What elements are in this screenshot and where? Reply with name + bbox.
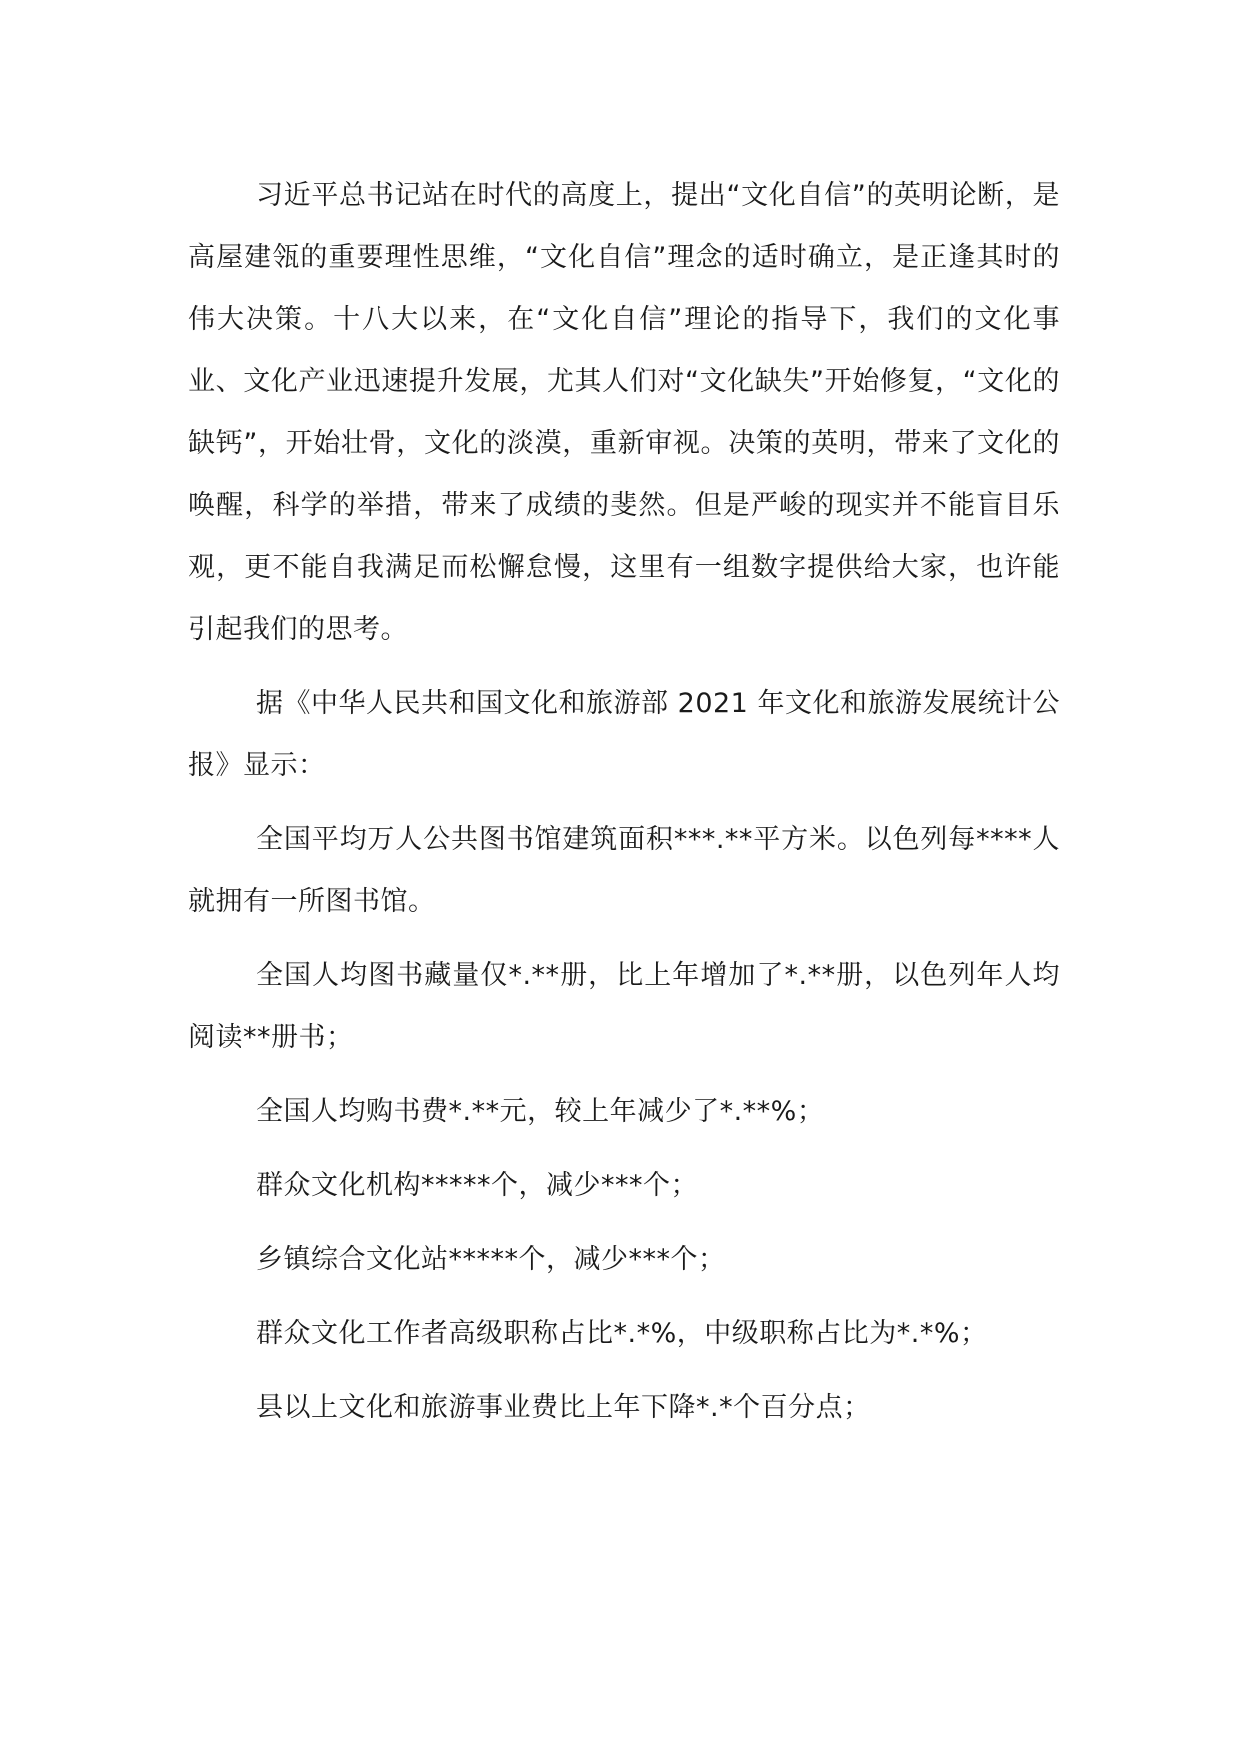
document-body xyxy=(188,165,1060,1451)
paragraph-township-stations: 乡镇综合文化站*****个，减少***个； xyxy=(256,1244,726,1275)
paragraph-book-spending: 全国人均购书费*.**元，较上年减少了*.**%； xyxy=(256,1096,825,1127)
paragraph-worker-titles: 群众文化工作者高级职称占比*.*%，中级职称占比为*.*%； xyxy=(256,1318,988,1349)
paragraph-intro: 习近平总书记站在时代的高度上，提出“文化自信”的英明论断，是高屋建瓴的重要理性思维，“文化自信”理念的适时确立，是正逢其时的伟大决策。十八大以来，在“文化自信”理论的指导下，我们的文化事业、文化产业迅速提升发展，尤其人们对“文化缺失”开始修复，“文化的缺钙”，开始壮骨，文化的淡漠，重新审视。决策的英明，带来了文化的唤醒，科学的举措，带来了成绩的斐然。但是严峻的现实并不能盲目乐观，更不能自我满足而松懈怠慢，这里有一组数字提供给大家，也许能引起我们的思考。 xyxy=(188,180,1060,645)
paragraph-book-collection: 全国人均图书藏量仅*.**册，比上年增加了*.**册，以色列年人均阅读**册书； xyxy=(188,960,1060,1053)
paragraph-expenditure: 县以上文化和旅游事业费比上年下降*.*个百分点； xyxy=(256,1392,871,1423)
paragraph-library-area: 全国平均万人公共图书馆建筑面积***.**平方米。以色列每****人就拥有一所图书馆。 xyxy=(188,824,1060,917)
paragraph-source: 据《中华人民共和国文化和旅游部 2021 年文化和旅游发展统计公报》显示： xyxy=(188,688,1060,781)
paragraph-cultural-institutions: 群众文化机构*****个，减少***个； xyxy=(256,1170,698,1201)
